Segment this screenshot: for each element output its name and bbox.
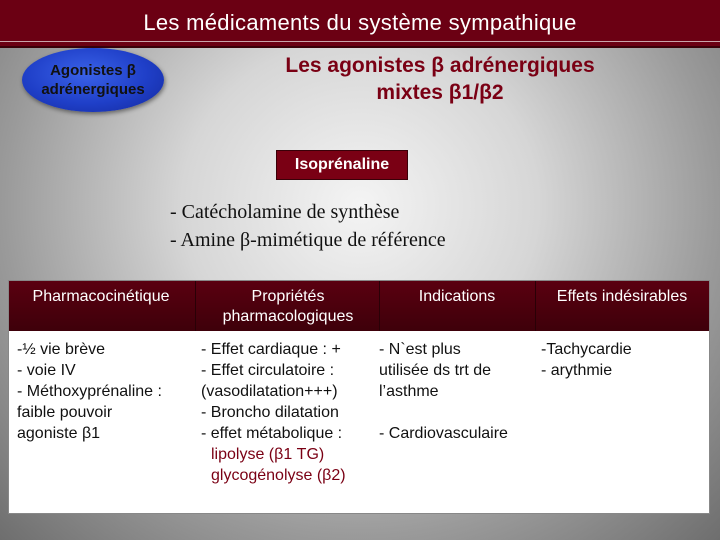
title-rule [0,41,720,42]
category-badge [22,48,164,112]
list-item: - Effet cardiaque : + [201,341,341,358]
list-item: utilisée ds trt de [379,362,492,379]
section-heading [240,52,640,106]
list-item: - Méthoxyprénaline : [17,383,162,400]
section-heading-line2: mixtes β1/β2 [376,81,504,104]
cell-side-effects [541,339,632,381]
category-badge-text [41,61,144,99]
drug-name-box [276,150,408,180]
header-indications: Indications [418,288,496,305]
description-line2: - Amine β-mimétique de référence [170,229,446,251]
cell-indications [379,339,508,444]
slide-title: Les médicaments du système sympathique [143,10,577,35]
list-item-metabolic: glycogénolyse (β2) [211,467,346,484]
list-item: -½ vie brève [17,341,106,358]
table-header [9,281,709,331]
list-item-metabolic: lipolyse (β1 TG) [211,446,325,463]
drug-description [170,198,590,254]
list-item: agoniste β1 [17,425,101,442]
list-item [379,402,508,423]
list-item: - Cardiovasculaire [379,425,508,442]
cell-properties [201,339,346,486]
header-properties [197,287,379,327]
drug-table [8,280,710,514]
column-separator [379,281,380,331]
header-side-effects: Effets indésirables [556,288,688,305]
header-properties-line2: pharmacologiques [222,308,354,325]
list-item: -Tachycardie [541,341,632,358]
category-badge-line1: Agonistes β [50,62,136,79]
list-item: - voie IV [17,362,76,379]
list-item: (vasodilatation+++) [201,383,338,400]
column-separator [195,281,196,331]
list-item: - Broncho dilatation [201,404,339,421]
title-bar [0,0,720,48]
list-item: faible pouvoir [17,404,113,421]
description-line1: - Catécholamine de synthèse [170,201,400,223]
list-item: l’asthme [379,383,439,400]
list-item: - effet métabolique : [201,425,343,442]
section-heading-line1: Les agonistes β adrénergiques [285,54,595,77]
drug-name: Isoprénaline [294,156,390,173]
cell-pharmacokinetics [17,339,162,444]
list-item: - arythmie [541,362,613,379]
header-pharmacokinetics: Pharmacocinétique [32,288,170,305]
list-item: - N`est plus [379,341,461,358]
list-item: - Effet circulatoire : [201,362,335,379]
category-badge-line2: adrénergiques [41,81,145,98]
header-properties-line1: Propriétés [251,288,325,305]
